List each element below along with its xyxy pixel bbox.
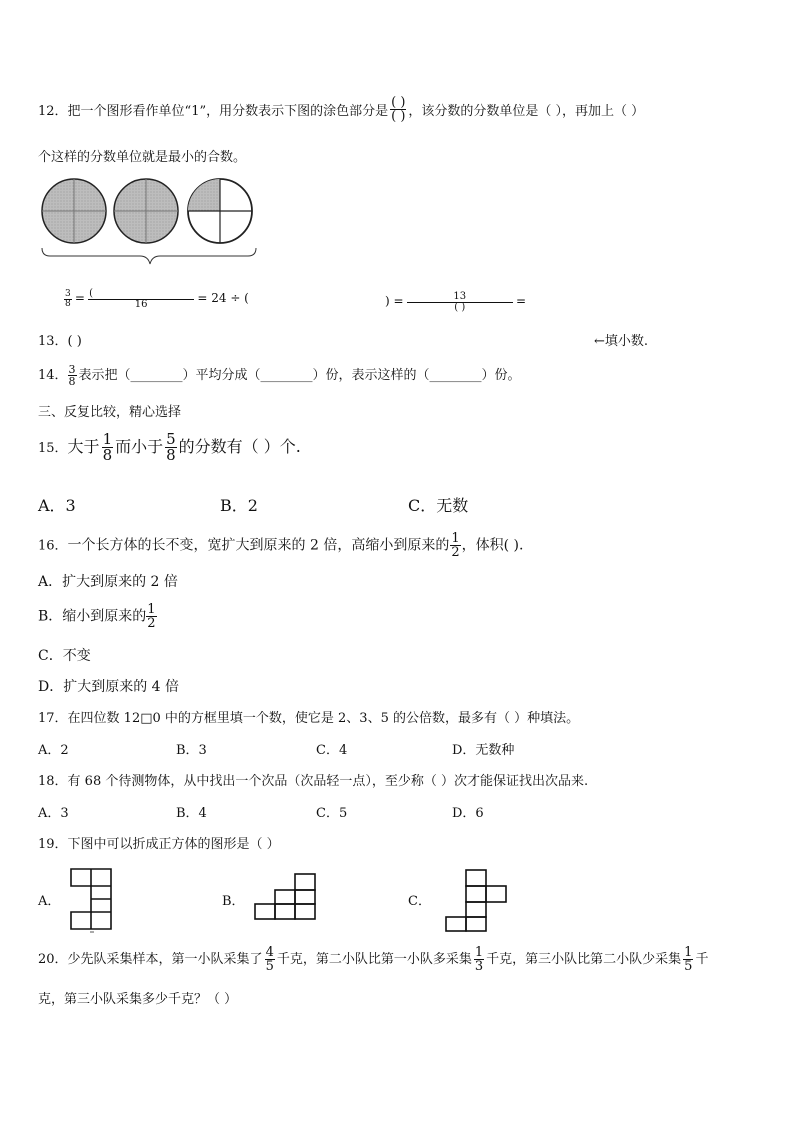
q16-text-a: 一个长方体的长不变，宽扩大到原来的 2 倍，高缩小到原来的 [67, 537, 450, 554]
q17-text: 在四位数 12□0 中的方框里填一个数，使它是 2、3、5 的公倍数，最多有（ ）种填法。 [67, 711, 580, 726]
q17-option-a[interactable]: A．2 [38, 743, 69, 758]
q18-number: 18． [38, 774, 68, 789]
q19-number: 19． [38, 837, 68, 852]
circle-3 [188, 179, 252, 243]
q15-fraction-5-8: $\frac{5}{8}$ [166, 430, 176, 464]
q13-blank-fraction-2[interactable]: $\frac{13}{( )}$ [407, 292, 513, 313]
q15-text-c: 的分数有（ ）个. [178, 437, 301, 456]
q15-option-c[interactable]: C．无数 [408, 496, 469, 515]
q16-fraction-1-2: $\frac{1}{2}$ [451, 531, 460, 560]
q17-option-b[interactable]: B．3 [176, 743, 207, 758]
brace [42, 248, 256, 264]
q18-option-a[interactable]: A．3 [38, 806, 69, 821]
q20-fraction-1-5: $\frac{1}{5}$ [684, 945, 693, 974]
q16-option-c[interactable]: C．不变 [38, 648, 91, 664]
q13-equation-part2: ) = $\frac{13}{( )}$ = [385, 291, 526, 313]
q12-answer-fraction[interactable]: $\frac{( )}{( )}$ [391, 95, 406, 124]
q15-text-b: 而小于 [115, 437, 164, 456]
q20-fraction-4-5: $\frac{4}{5}$ [265, 945, 274, 974]
q15-option-b[interactable]: B．2 [220, 496, 258, 515]
q12-number: 12． [38, 104, 68, 119]
q15-fraction-1-8: $\frac{1}{8}$ [102, 430, 113, 464]
q17-number: 17． [38, 711, 68, 726]
q16-number: 16． [38, 538, 68, 554]
q19-net-b[interactable] [252, 871, 322, 923]
q20-number: 20． [38, 952, 68, 967]
circle-2 [114, 179, 178, 243]
q15-number: 15． [38, 441, 68, 456]
q13-blank-fraction-1[interactable]: $\frac{(}{16}$ [88, 289, 194, 310]
q17-line [38, 707, 579, 726]
q19-option-a-label[interactable]: A． [38, 894, 61, 909]
q12-text-b: ，该分数的分数单位是（ ），再加上（ ） [408, 104, 645, 119]
q19-line [38, 833, 280, 852]
q13-equation: $\frac{3}{8}$ = $\frac{(}{16}$ = 24 ÷ ( [65, 288, 249, 310]
q16-option-b[interactable]: B．缩小到原来的 $\frac{1}{2}$ [38, 602, 156, 631]
q13-line [38, 330, 82, 349]
q17-option-c[interactable]: C．4 [316, 743, 348, 758]
q18-option-c[interactable]: C．5 [316, 806, 348, 821]
q19-option-c-label[interactable]: C． [408, 894, 431, 909]
q15-text-a: 大于 [67, 437, 100, 456]
q13-number: 13． [38, 334, 68, 349]
q20-text-a: 少先队采集样本，第一小队采集了 [67, 952, 263, 967]
q20-text-d: 千 [695, 952, 709, 967]
q17-option-d[interactable]: D．无数种 [452, 743, 515, 758]
section-3-heading: 三、反复比较，精心选择 [38, 405, 182, 420]
q12-line2: 个这样的分数单位就是最小的合数。 [38, 150, 247, 165]
q14-text: 表示把（________）平均分成（________）份，表示这样的（________）份。 [78, 368, 521, 383]
q18-option-b[interactable]: B．4 [176, 806, 207, 821]
q14-number: 14． [38, 368, 68, 383]
q19-text: 下图中可以折成正方体的图形是（ ） [67, 837, 280, 852]
q16-option-a[interactable]: A．扩大到原来的 2 倍 [38, 574, 178, 590]
q14-line [38, 364, 521, 387]
q18-text: 有 68 个待测物体，从中找出一个次品（次品轻一点），至少称（ ）次才能保证找出次品来. [67, 774, 589, 789]
q12-text-a: 把一个图形看作单位“1”，用分数表示下图的涂色部分是 [67, 104, 389, 119]
q20-text-b: 千克，第二小队比第一小队多采集 [276, 952, 472, 967]
q18-option-d[interactable]: D．6 [452, 806, 484, 821]
q13-fraction-3-8: $\frac{3}{8}$ [65, 289, 71, 309]
q15-line [38, 432, 301, 463]
q19-net-c[interactable] [442, 867, 512, 933]
q14-fraction: $\frac{3}{8}$ [68, 363, 76, 388]
circle-1 [42, 179, 106, 243]
q20-line2: 克，第三小队采集多少千克？（ ） [38, 992, 238, 1007]
q16-option-b-fraction: $\frac{1}{2}$ [147, 602, 156, 631]
q12-circles-figure [36, 176, 266, 272]
q19-option-b-label[interactable]: B． [222, 894, 245, 909]
q19-net-a[interactable] [68, 866, 118, 934]
q16-line [38, 532, 523, 559]
q18-line [38, 770, 588, 789]
q12-line1 [38, 95, 645, 125]
q20-line1 [38, 946, 708, 973]
q20-fraction-1-3: $\frac{1}{3}$ [474, 945, 484, 974]
q15-option-a[interactable]: A．3 [38, 496, 76, 515]
q16-option-d[interactable]: D．扩大到原来的 4 倍 [38, 679, 180, 695]
q13-hint: ←填小数. [594, 334, 649, 349]
q20-text-c: 千克，第三小队比第二小队少采集 [486, 952, 682, 967]
q13-blank[interactable]: ( ) [67, 334, 82, 349]
q16-text-b: ，体积( ). [461, 537, 524, 554]
